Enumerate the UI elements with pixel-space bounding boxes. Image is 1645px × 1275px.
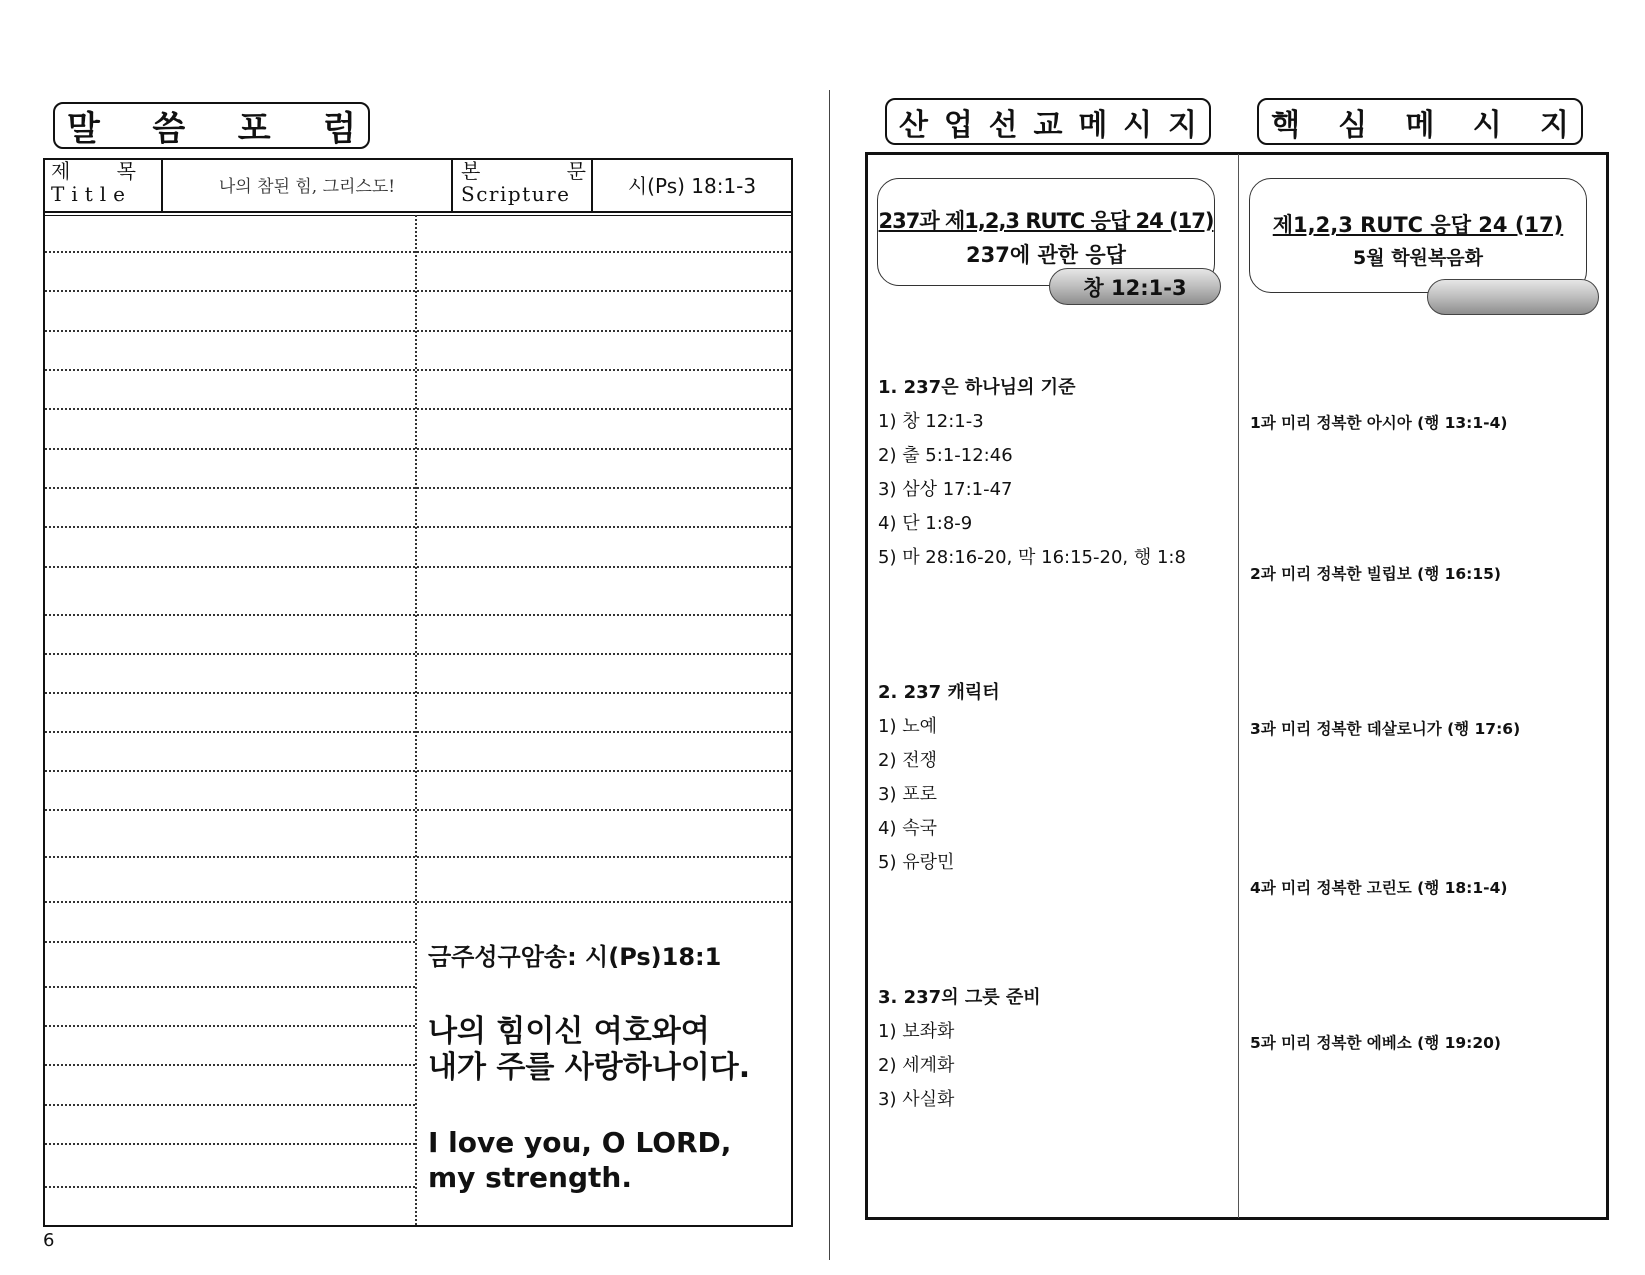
core-message-item: 3과 미리 정복한 데살로니가 (행 17:6) — [1250, 720, 1521, 738]
scripture-pill-text: 창 12:1-3 — [1083, 275, 1187, 300]
ruled-line — [45, 856, 791, 858]
core-message-pill — [1427, 279, 1599, 315]
forum-title-char: 씀 — [152, 109, 186, 149]
core-message-item: 5과 미리 정복한 에베소 (행 19:20) — [1250, 1034, 1502, 1052]
scripture-value: 시(Ps) 18:1-3 — [627, 174, 757, 198]
industrial-mission-title-box — [885, 98, 1211, 145]
ruled-line — [45, 408, 791, 410]
section2-char: 핵 — [1271, 107, 1300, 143]
scripture-pill — [1049, 268, 1221, 305]
outline-item: 1) 창 12:1-3 — [878, 411, 984, 432]
ruled-line — [45, 487, 791, 489]
outline-item: 5) 유랑민 — [878, 852, 955, 873]
ruled-line — [45, 653, 791, 655]
outline-item: 5) 마 28:16-20, 막 16:15-20, 행 1:8 — [878, 547, 1186, 568]
ruled-line — [45, 901, 791, 903]
section2-char: 심 — [1338, 107, 1368, 143]
outline-item: 4) 단 1:8-9 — [878, 513, 973, 534]
section1-char: 지 — [1167, 107, 1197, 143]
callout-line1: 제1,2,3 RUTC 응답 24 (17) — [1272, 213, 1564, 237]
ruled-line — [45, 692, 791, 694]
ruled-line — [45, 731, 791, 733]
title-label-en: Title — [51, 182, 133, 206]
ruled-line — [45, 1143, 415, 1145]
outline-heading-1: 1. 237은 하나님의 기준 — [878, 377, 1076, 398]
ruled-line — [45, 1025, 415, 1027]
section1-char: 선 — [988, 107, 1018, 143]
header-divider-2 — [43, 215, 793, 216]
header-divider — [43, 211, 793, 213]
outline-item: 1) 보좌화 — [878, 1021, 955, 1042]
forum-title-char: 말 — [67, 109, 100, 149]
outline-item: 1) 노예 — [878, 716, 937, 737]
section1-char: 업 — [943, 107, 973, 143]
title-label-ko — [51, 161, 155, 181]
outline-item: 4) 속국 — [878, 818, 937, 839]
core-message-item: 4과 미리 정복한 고린도 (행 18:1-4) — [1250, 879, 1508, 897]
outline-item: 2) 출 5:1-12:46 — [878, 445, 1013, 466]
outline-item: 3) 삼상 17:1-47 — [878, 479, 1013, 500]
ruled-line — [45, 330, 791, 332]
core-message-title-box — [1257, 98, 1583, 145]
column-divider — [415, 215, 417, 1225]
memory-verse-korean — [428, 1014, 750, 1086]
forum-title-box — [53, 102, 370, 149]
message-column-divider — [1238, 154, 1239, 1218]
forum-title-char: 포 — [237, 109, 271, 149]
callout-line2: 237에 관한 응답 — [966, 243, 1126, 267]
ruled-line — [45, 614, 791, 616]
outline-item: 2) 세계화 — [878, 1055, 955, 1076]
page-number: 6 — [43, 1230, 55, 1251]
page-gutter — [829, 90, 830, 1260]
title-value: 나의 참된 힘, 그리스도! — [218, 177, 396, 197]
section2-char: 지 — [1540, 107, 1569, 143]
scripture-value-cell — [593, 158, 791, 211]
ruled-line — [45, 770, 791, 772]
ruled-line — [45, 369, 791, 371]
ruled-line — [45, 1186, 415, 1188]
section1-char: 시 — [1123, 107, 1153, 143]
section2-char: 메 — [1405, 107, 1435, 143]
scripture-label-ko: 본 문 — [461, 159, 586, 183]
scripture-label-en: Scripture — [461, 182, 571, 206]
memory-verse-heading: 금주성구암송: 시(Ps)18:1 — [428, 943, 722, 971]
ruled-line — [45, 1064, 415, 1066]
section1-char: 메 — [1078, 107, 1108, 143]
notes-header-row — [43, 158, 793, 213]
ruled-line — [45, 986, 415, 988]
outline-item: 2) 전쟁 — [878, 750, 937, 771]
ruled-line — [45, 526, 791, 528]
memory-verse-english-line1: I love you, O LORD, — [428, 1126, 732, 1159]
ruled-line — [45, 1104, 415, 1106]
section1-char: 교 — [1033, 107, 1063, 143]
core-message-item: 1과 미리 정복한 아시아 (행 13:1-4) — [1250, 414, 1508, 432]
outline-heading-2: 2. 237 캐릭터 — [878, 682, 1000, 703]
ruled-line — [45, 448, 791, 450]
ruled-line — [45, 290, 791, 292]
callout-line1: 237과 제1,2,3 RUTC 응답 24 (17) — [878, 209, 1214, 233]
memory-verse-korean-line1: 나의 힘이신 여호와여 — [428, 1014, 710, 1049]
ruled-line — [45, 251, 791, 253]
outline-heading-3: 3. 237의 그릇 준비 — [878, 987, 1041, 1008]
scripture-label-cell — [453, 158, 593, 211]
ruled-line — [45, 809, 791, 811]
core-message-callout — [1249, 178, 1587, 293]
core-message-item: 2과 미리 정복한 빌립보 (행 16:15) — [1250, 565, 1502, 583]
memory-verse-english-line2: my strength. — [428, 1161, 632, 1194]
memory-verse-english — [428, 1125, 731, 1195]
outline-item: 3) 포로 — [878, 784, 937, 805]
forum-title-char: 럼 — [323, 109, 356, 149]
ruled-line — [45, 566, 791, 568]
title-label-cell — [43, 158, 163, 211]
section2-char: 시 — [1472, 107, 1502, 143]
outline-item: 3) 사실화 — [878, 1089, 955, 1110]
ruled-line — [45, 941, 415, 943]
callout-line2: 5월 학원복음화 — [1353, 247, 1483, 269]
title-label-ko-text: 제 목 — [51, 159, 136, 183]
section1-char: 산 — [899, 107, 928, 143]
memory-verse-korean-line2: 내가 주를 사랑하나이다. — [428, 1050, 751, 1085]
title-value-cell — [163, 158, 453, 211]
